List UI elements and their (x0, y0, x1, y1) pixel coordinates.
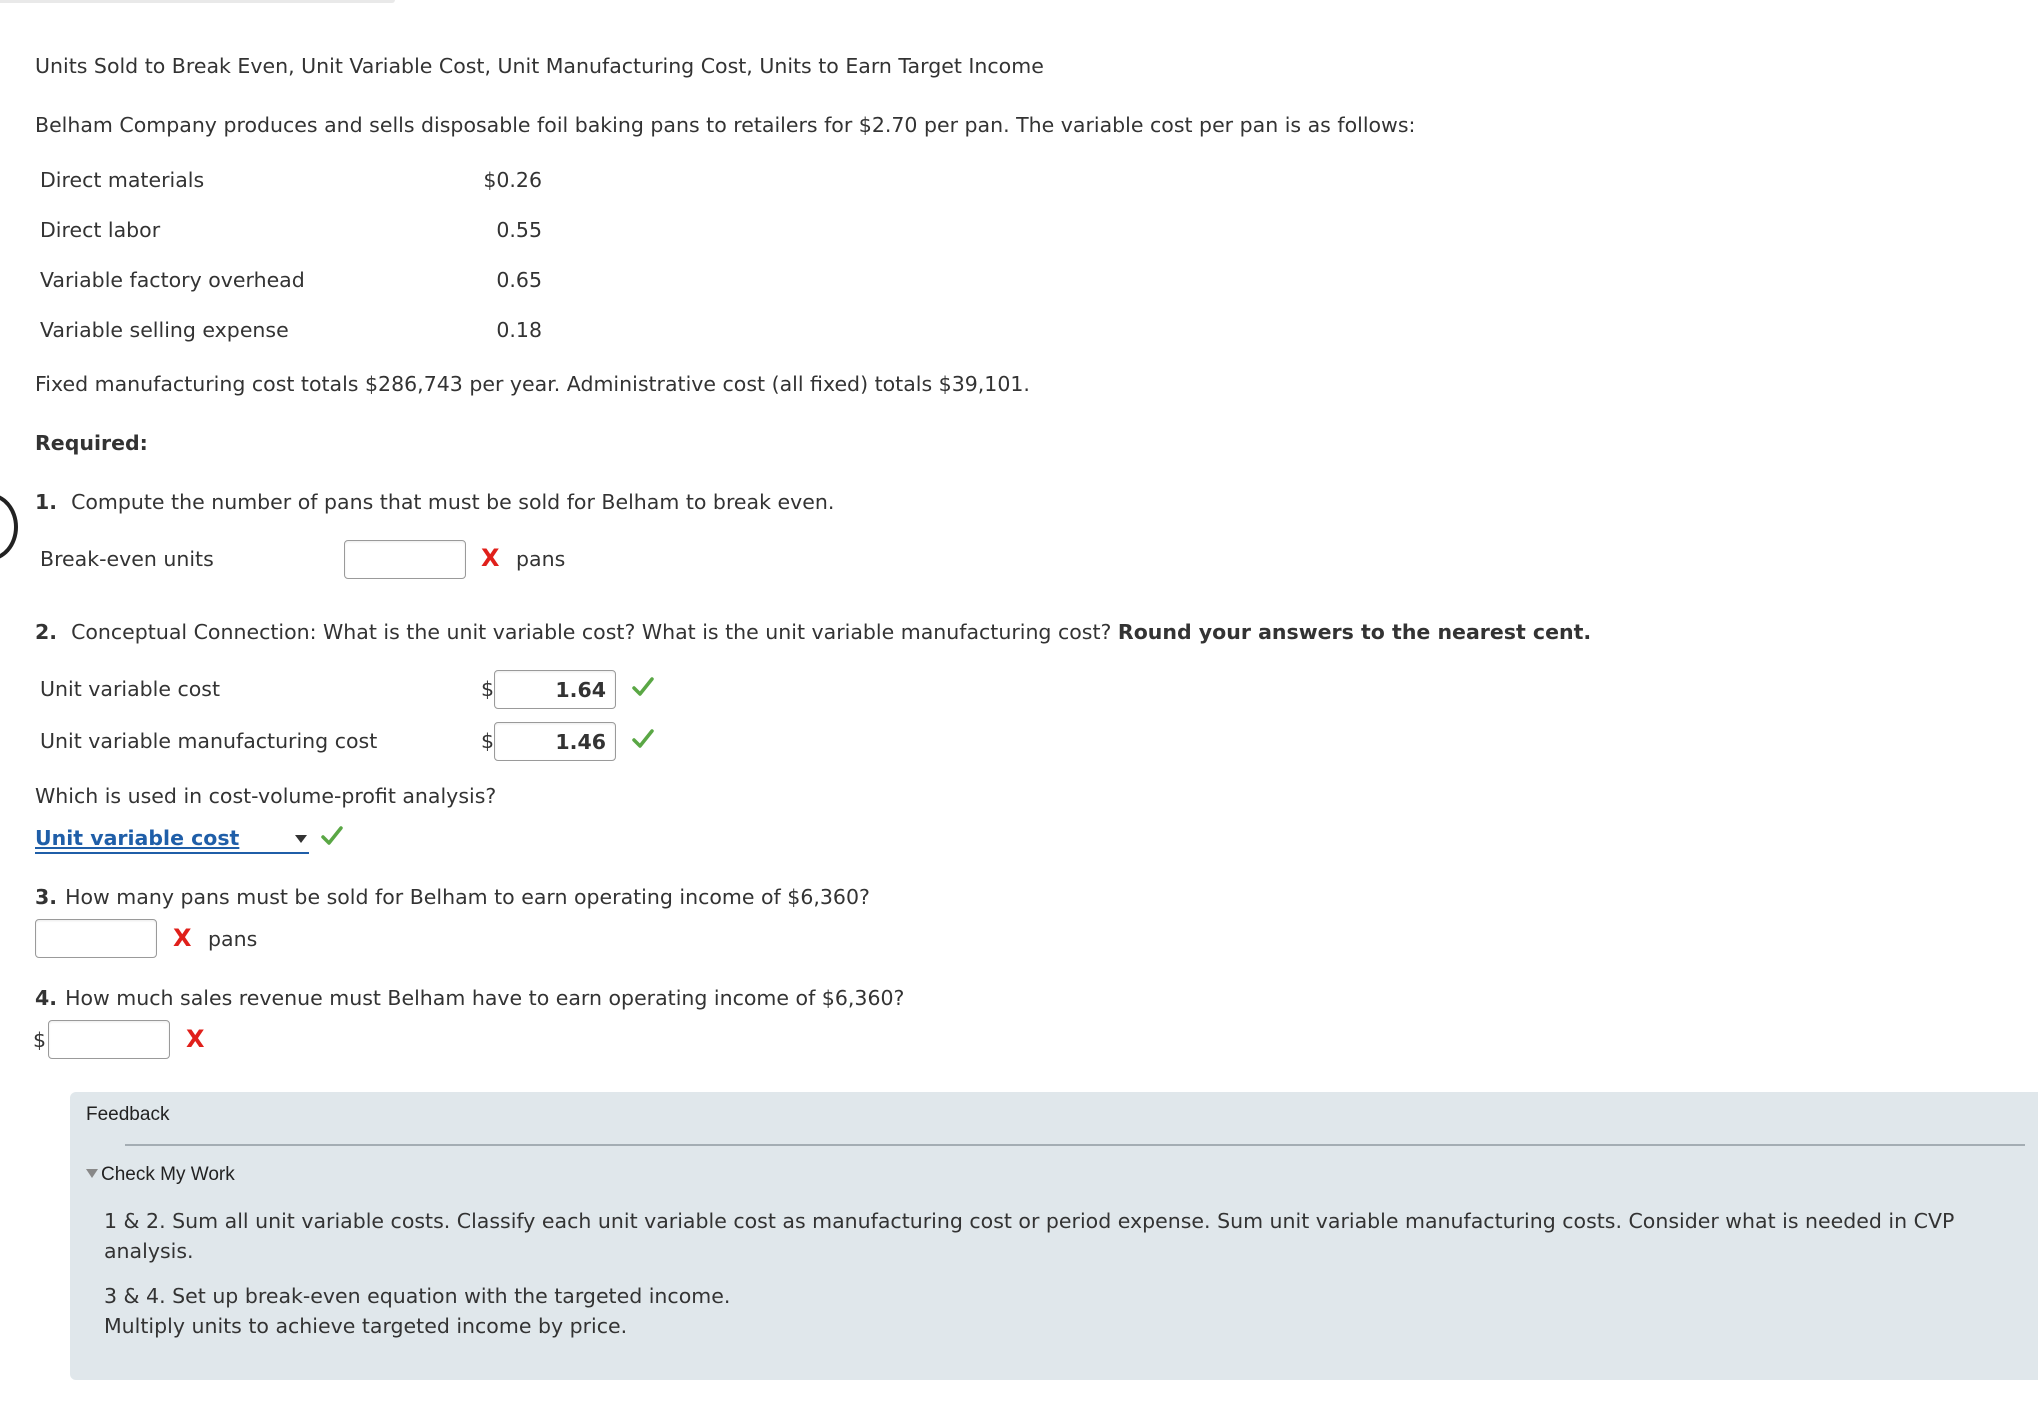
partial-circle-icon (0, 493, 18, 561)
unit-variable-manufacturing-cost-label: Unit variable manufacturing cost (40, 729, 378, 753)
cost-label: Direct labor (40, 218, 161, 242)
feedback-paragraph: 1 & 2. Sum all unit variable costs. Classify each unit variable cost as manufacturing cost or period expense. Sum unit variable manufacturing costs. Consider what is needed in CVP analysis. (104, 1209, 1955, 1263)
correct-check-icon (320, 824, 344, 848)
unit-variable-cost-label: Unit variable cost (40, 677, 220, 701)
question-number: 1. (35, 490, 58, 514)
incorrect-x-icon: X (186, 1025, 205, 1053)
cost-value: 0.65 (496, 268, 542, 292)
cost-value: $0.26 (483, 168, 542, 192)
unit-label: pans (208, 927, 258, 951)
question-text: How many pans must be sold for Belham to earn operating income of $6,360? (65, 885, 870, 909)
question-number: 4. (35, 986, 58, 1010)
cvp-select-dropdown[interactable] (35, 826, 309, 854)
dropdown-arrow-icon (295, 835, 307, 843)
currency-symbol: $ (33, 1028, 47, 1052)
correct-check-icon (631, 727, 655, 751)
question-text: Compute the number of pans that must be sold for Belham to break even. (71, 490, 835, 514)
check-my-work-toggle[interactable] (86, 1164, 235, 1186)
unit-label: pans (516, 547, 566, 571)
target-sales-revenue-input[interactable] (48, 1020, 170, 1059)
unit-variable-manufacturing-cost-input[interactable] (494, 722, 616, 761)
toggle-label: Check My Work (101, 1164, 235, 1185)
incorrect-x-icon: X (173, 924, 192, 952)
question-instruction: Round your answers to the nearest cent. (1117, 620, 1592, 644)
cvp-question: Which is used in cost-volume-profit analysis? (35, 784, 497, 808)
cost-label: Variable factory overhead (40, 268, 305, 292)
cost-label: Variable selling expense (40, 318, 289, 342)
cost-value: 0.18 (496, 318, 542, 342)
question-text: How much sales revenue must Belham have to earn operating income of $6,360? (65, 986, 905, 1010)
cost-label: Direct materials (40, 168, 205, 192)
required-heading: Required: (35, 431, 148, 455)
feedback-panel (70, 1092, 2038, 1380)
question-number: 2. (35, 620, 58, 644)
incorrect-x-icon: X (481, 544, 500, 572)
feedback-paragraph: Multiply units to achieve targeted income by price. (104, 1314, 628, 1338)
break-even-units-input[interactable] (344, 540, 466, 579)
correct-check-icon (631, 675, 655, 699)
feedback-paragraph: 3 & 4. Set up break-even equation with the targeted income. (104, 1284, 731, 1308)
question-4 (35, 986, 904, 1010)
question-2 (35, 620, 1591, 644)
break-even-label: Break-even units (40, 547, 214, 571)
fixed-cost-text: Fixed manufacturing cost totals $286,743 per year. Administrative cost (all fixed) totals $39,101. (35, 372, 1030, 396)
unit-variable-cost-input[interactable] (494, 670, 616, 709)
select-value: Unit variable cost (35, 826, 240, 850)
question-1 (35, 490, 834, 514)
currency-symbol: $ (481, 677, 495, 701)
question-text: Conceptual Connection: What is the unit variable cost? What is the unit variable manufacturing cost? (71, 620, 1112, 644)
question-number: 3. (35, 885, 58, 909)
question-3 (35, 885, 870, 909)
problem-title: Units Sold to Break Even, Unit Variable Cost, Unit Manufacturing Cost, Units to Earn Target Income (35, 54, 1044, 78)
feedback-title: Feedback (86, 1104, 170, 1125)
problem-intro: Belham Company produces and sells disposable foil baking pans to retailers for $2.70 per pan. The variable cost per pan is as follows: (35, 113, 1416, 137)
top-tab-edge (0, 0, 395, 3)
triangle-down-icon (86, 1169, 98, 1178)
target-income-units-input[interactable] (35, 919, 157, 958)
feedback-divider (125, 1144, 2025, 1146)
currency-symbol: $ (481, 729, 495, 753)
cost-value: 0.55 (496, 218, 542, 242)
